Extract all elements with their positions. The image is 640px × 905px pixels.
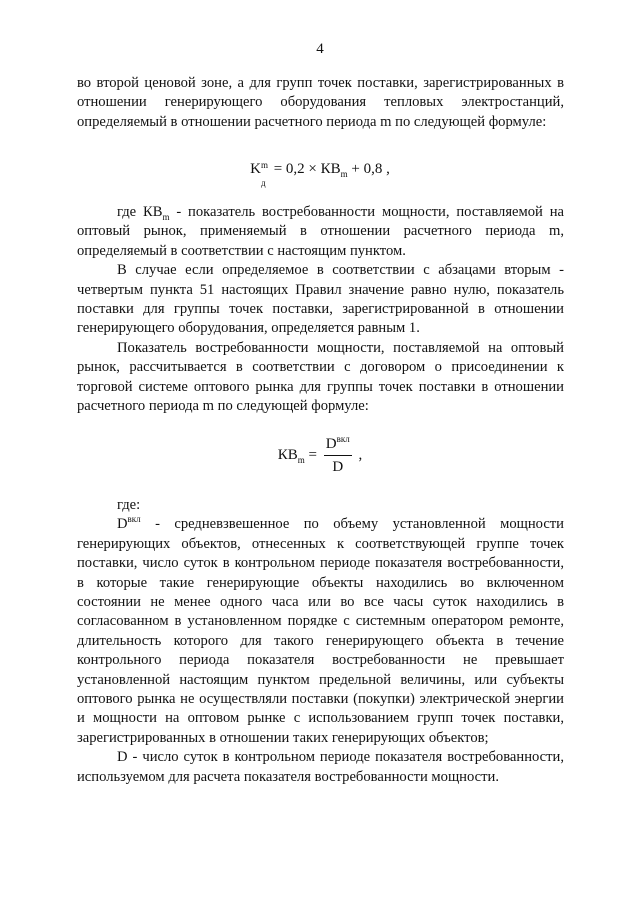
numerator-d: D — [325, 436, 337, 452]
formula-kd-sup: m — [260, 160, 268, 170]
paragraph-4: Показатель востребованности мощности, поставляемой на оптовый рынок, рассчитывается в соответствии с договором о присоединении к торговой системе оптового рынка для группы точек поставки в отношении расчетного периода m по следующей формуле: — [77, 339, 564, 415]
formula-kd-eq: = 0,2 × КВ — [269, 161, 341, 177]
p2-lead: где КВ — [117, 204, 163, 220]
paragraphs-block-2 — [77, 203, 564, 416]
paragraph-3: В случае если определяемое в соответствии с абзацами вторым - четвертым пункта 51 настоящих Правил значение равно нулю, показатель поставки для группы точек поставки, зарегистрированной в отношении генерирующего оборудования, определяется равным 1. — [77, 262, 564, 337]
paragraph-1: во второй ценовой зоне, а для групп точек поставки, зарегистрированных в отношении генерирующего оборудования тепловых электростанций, определяемый в отношении расчетного периода m по следующей формуле: — [77, 75, 564, 130]
formula-kd-tail: + 0,8 , — [347, 161, 390, 177]
paragraph-intro — [77, 74, 564, 132]
paragraph-7: D - число суток в контрольном периоде показателя востребованности, используемом для расчета показателя востребованности мощности. — [77, 749, 564, 785]
formula-kd — [0, 160, 640, 188]
page-number: 4 — [316, 41, 324, 57]
formula-kd-kv-sub: m — [340, 169, 348, 179]
paragraph-5: где: — [117, 497, 141, 513]
formula-kd-lhs: K — [250, 161, 261, 177]
paragraph-2 — [77, 203, 564, 261]
p6-sup: вкл — [127, 514, 141, 525]
formula-kd-sub: д — [260, 178, 266, 188]
fraction-numerator — [324, 435, 352, 456]
formula-kv — [0, 435, 640, 476]
formula-kv-lhs: КВ — [277, 446, 298, 463]
formula-kv-tail: , — [354, 446, 363, 463]
p2-rest: - показатель востребованности мощности, поставляемой на оптовый рынок, применяемый в отношении расчетного периода m, определяемый в соответствии с настоящим пунктом. — [77, 204, 564, 259]
paragraphs-block-3 — [77, 496, 564, 787]
numerator-sup: вкл — [336, 434, 350, 444]
p2-sub: m — [162, 211, 170, 222]
p6-rest: - средневзвешенное по объему установленной мощности генерирующих объектов, отнесенных к соответствующей группе точек поставки, число суток в контрольном периоде показателя востребованности, в которые такие генерирующие объекты находились во включенном состоянии не менее одного часа или во все часы суток находились в согласованном в установленном порядке с системным оператором ремонте, длительность которого для такого генерирующего объекта в течение контрольного периода показателя востребованности не превышает установленной настоящим пунктом предельной величины, или субъекты оптового рынка не осуществляли поставки (покупки) электрической энергии и мощности на оптовом рынке с использованием групп точек поставки, зарегистрированных в отношении таких генерирующих объектов; — [77, 516, 564, 746]
fraction-denominator: D — [332, 459, 344, 475]
paragraph-6 — [77, 515, 564, 748]
p6-lead: D — [117, 516, 128, 533]
formula-kv-eq: = — [304, 446, 321, 463]
formula-kv-fraction — [324, 435, 352, 476]
formula-kv-sub: m — [297, 454, 305, 465]
